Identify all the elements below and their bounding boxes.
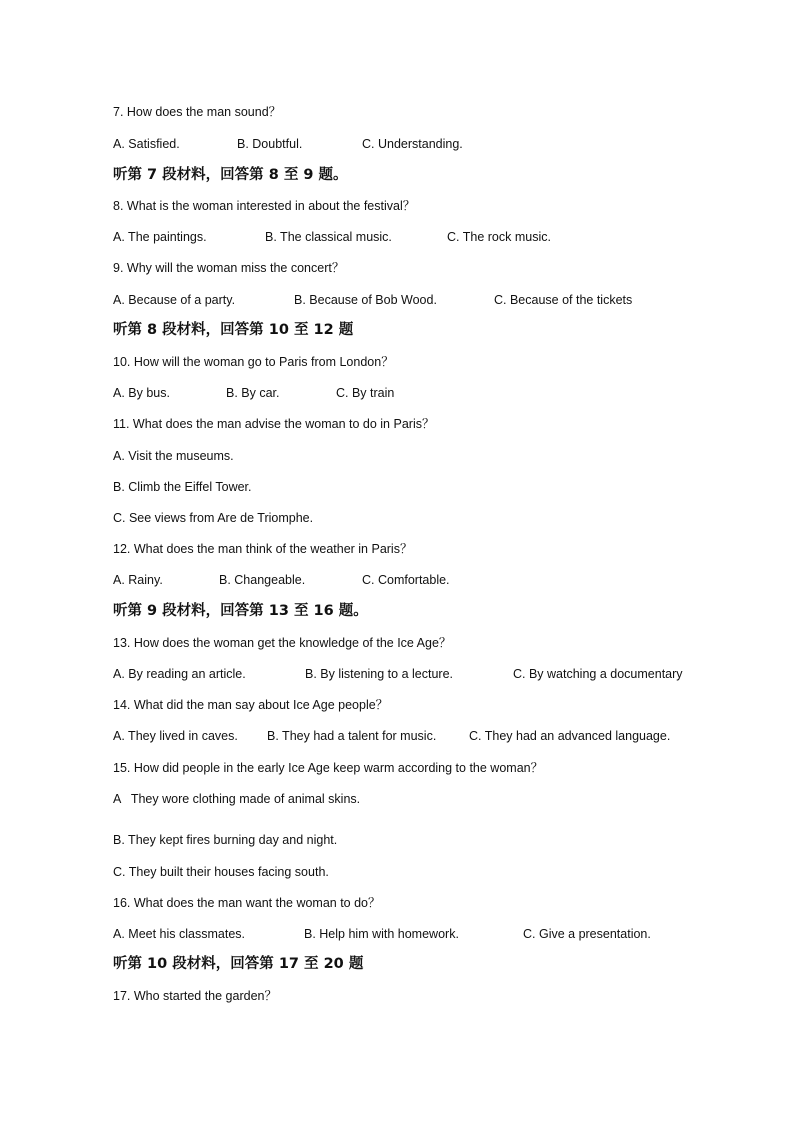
option-13b: B. By listening to a lecture. [305, 667, 453, 681]
option-9c: C. Because of the tickets [494, 293, 633, 307]
option-10a: A. By bus. [113, 386, 170, 400]
option-10b: B. By car. [226, 386, 280, 400]
option-13a: A. By reading an article. [113, 667, 246, 681]
option-12b: B. Changeable. [219, 573, 306, 587]
option-12a: A. Rainy. [113, 573, 163, 587]
option-7b: B. Doubtful. [237, 137, 303, 151]
question-11: 11. What does the man advise the woman to do in Paris？ [113, 417, 435, 431]
question-12: 12. What does the man think of the weather in Paris？ [113, 542, 413, 556]
option-7c: C. Understanding. [362, 137, 463, 151]
option-14c: C. They had an advanced language. [469, 729, 671, 743]
option-14a: A. They lived in caves. [113, 729, 238, 743]
section-header-9: 听第 9 段材料，回答第 13 至 16 题。 [113, 603, 368, 619]
option-15a: A They wore clothing made of animal skins. [113, 792, 361, 806]
section-header-10: 听第 10 段材料，回答第 17 至 20 题 [113, 956, 364, 972]
option-8c: C. The rock music. [447, 230, 551, 244]
option-11b: B. Climb the Eiffel Tower. [113, 480, 252, 494]
option-9a: A. Because of a party. [113, 293, 236, 307]
question-8: 8. What is the woman interested in about the festival？ [113, 199, 416, 213]
section-header-8: 听第 8 段材料，回答第 10 至 12 题 [113, 322, 354, 338]
question-15: 15. How did people in the early Ice Age keep warm according to the woman？ [113, 761, 544, 775]
option-11a: A. Visit the museums. [113, 449, 234, 463]
question-13: 13. How does the woman get the knowledge of the Ice Age？ [113, 636, 452, 650]
option-12c: C. Comfortable. [362, 573, 450, 587]
option-16c: C. Give a presentation. [523, 927, 651, 941]
question-10: 10. How will the woman go to Paris from London？ [113, 355, 394, 369]
option-10c: C. By train [336, 386, 395, 400]
section-header-7: 听第 7 段材料，回答第 8 至 9 题。 [113, 167, 348, 183]
question-9: 9. Why will the woman miss the concert？ [113, 261, 345, 275]
question-17: 17. Who started the garden？ [113, 989, 277, 1003]
question-16: 16. What does the man want the woman to do？ [113, 896, 381, 910]
option-16b: B. Help him with homework. [304, 927, 459, 941]
option-8b: B. The classical music. [265, 230, 392, 244]
option-15b: B. They kept fires burning day and night. [113, 833, 338, 847]
option-13c: C. By watching a documentary [513, 667, 683, 681]
option-15c: C. They built their houses facing south. [113, 865, 329, 879]
question-7: 7. How does the man sound？ [113, 105, 282, 119]
option-9b: B. Because of Bob Wood. [294, 293, 437, 307]
option-7a: A. Satisfied. [113, 137, 180, 151]
option-8a: A. The paintings. [113, 230, 207, 244]
question-14: 14. What did the man say about Ice Age people？ [113, 698, 389, 712]
option-14b: B. They had a talent for music. [267, 729, 437, 743]
option-16a: A. Meet his classmates. [113, 927, 245, 941]
option-11c: C. See views from Are de Triomphe. [113, 511, 314, 525]
